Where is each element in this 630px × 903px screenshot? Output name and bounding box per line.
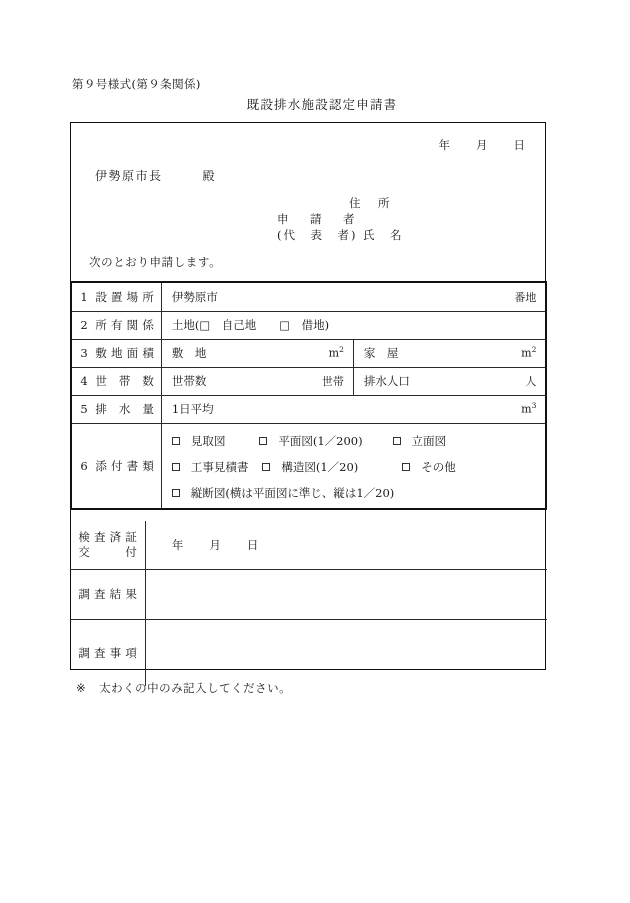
label-char: 交 [78, 544, 90, 559]
form-outer-frame [70, 122, 546, 670]
row-unit: 世帯 [321, 375, 344, 388]
applicant-label: 申 請 者 [277, 212, 360, 226]
label-char: 査 [94, 529, 106, 544]
label-char: 付 [111, 458, 123, 473]
row-label-attachments [72, 423, 161, 508]
label-char: 検 [78, 529, 90, 544]
checkbox-icon[interactable] [402, 463, 410, 471]
row-label-installation-place [72, 283, 161, 311]
checkbox-label: 平面図(1／200) [278, 433, 363, 448]
label-char: 付 [125, 544, 137, 559]
applicant-block [277, 195, 404, 243]
row-value-text: 敷 地 [171, 346, 207, 360]
row-number: 4 [80, 374, 88, 388]
salutation-area [71, 123, 547, 281]
label-char: 項 [125, 645, 137, 660]
checkbox-item-structural-drawing[interactable] [262, 454, 358, 480]
request-sentence: 次のとおり申請します。 [89, 255, 222, 269]
label-char: 調 [78, 645, 90, 660]
row-number: 1 [80, 289, 88, 304]
row-value-text: 土地(□ 自己地 □ 借地) [171, 318, 330, 332]
label-char: 所 [95, 318, 107, 332]
label-char: 証 [125, 529, 137, 544]
row-unit: $m^3$ [521, 400, 537, 416]
checkbox-icon[interactable] [262, 463, 270, 471]
label-char: 置 [111, 289, 123, 304]
checkbox-icon[interactable] [393, 437, 401, 445]
label-char: 結 [109, 587, 122, 601]
note-mark-icon: ※ [76, 681, 87, 695]
row-label-drainage-volume [72, 395, 161, 423]
row-value-survey-result[interactable] [145, 569, 547, 619]
table-row [70, 569, 547, 619]
row-label-ownership [72, 311, 161, 339]
table-row [72, 311, 545, 339]
table-row [72, 367, 545, 395]
form-number: 第９号様式(第９条関係) [72, 77, 201, 91]
row-unit: 人 [525, 375, 537, 388]
row-label-survey-items [70, 619, 145, 686]
attachment-line-3 [172, 480, 536, 506]
row-value-site-area-land[interactable] [161, 339, 353, 367]
applicant-address-label: 住 所 [349, 196, 393, 210]
label-char: 事 [109, 645, 122, 660]
label-char: 類 [142, 458, 154, 473]
label-char: 設 [95, 289, 107, 304]
row-label-household-count [72, 367, 161, 395]
footer-note [76, 680, 291, 696]
label-char: 世 [95, 374, 107, 388]
row-value-household-count[interactable] [161, 367, 353, 395]
row-value-ownership[interactable] [161, 311, 545, 339]
label-char: 排 [95, 402, 107, 416]
table-row [70, 619, 547, 686]
addressee-honorific: 殿 [202, 169, 217, 183]
checkbox-item-sketch-map[interactable] [172, 428, 226, 454]
addressee-name: 伊勢原市長 [95, 169, 163, 183]
row-unit: 番地 [514, 290, 537, 304]
attachments-checkbox-group [161, 423, 545, 508]
label-char: 査 [94, 645, 106, 660]
label-char: 量 [142, 402, 154, 416]
office-use-table [70, 521, 547, 686]
checkbox-item-plan-view[interactable] [259, 428, 362, 454]
row-value-inspection-certificate-date[interactable] [145, 521, 547, 569]
date-year-label: 年 [171, 537, 184, 552]
row-unit: $m^2$ [328, 344, 344, 360]
checkbox-label: 見取図 [190, 433, 226, 448]
checkbox-icon[interactable] [259, 437, 267, 445]
submission-date-line [439, 137, 526, 153]
label-char: 関 [126, 318, 139, 332]
label-char: 有 [111, 318, 123, 332]
label-char: 数 [142, 374, 154, 388]
representative-name-label: (代 表 者) 氏 名 [277, 228, 404, 242]
table-row [72, 423, 545, 508]
checkbox-label: 工事見積書 [190, 459, 249, 474]
bold-frame-section [70, 281, 547, 510]
checkbox-item-other[interactable] [402, 454, 456, 480]
label-char: 調 [78, 587, 90, 601]
row-unit: $m^2$ [521, 344, 537, 360]
checkbox-item-construction-estimate[interactable] [172, 454, 249, 480]
main-items-table [72, 283, 545, 508]
office-use-section [70, 521, 547, 686]
label-char: 面 [126, 346, 139, 360]
row-value-text: 伊勢原市 [171, 289, 218, 304]
label-char: 帯 [118, 374, 131, 388]
date-month-label: 月 [209, 537, 221, 552]
row-number: 2 [80, 318, 88, 332]
label-char: 地 [111, 346, 123, 360]
row-label-site-area [72, 339, 161, 367]
row-number: 6 [80, 458, 88, 473]
row-label-survey-result [70, 569, 145, 619]
label-char: 水 [118, 402, 131, 416]
note-text: 太わくの中のみ記入してください。 [99, 681, 292, 695]
table-row [72, 395, 545, 423]
checkbox-label: 立面図 [411, 433, 447, 448]
row-number: 3 [80, 346, 88, 360]
row-value-installation-place[interactable] [161, 283, 545, 311]
row-number: 5 [80, 402, 88, 416]
attachment-line-2 [172, 454, 536, 480]
row-value-text: 1日平均 [171, 402, 214, 416]
label-char: 済 [109, 529, 122, 544]
row-value-text: 排水人口 [363, 374, 410, 388]
checkbox-item-longitudinal-section[interactable] [172, 480, 394, 506]
label-char: 書 [126, 458, 139, 473]
label-char: 積 [142, 346, 154, 360]
row-value-drainage-population[interactable] [353, 367, 545, 395]
checkbox-label: 構造図(1／20) [281, 459, 359, 474]
checkbox-label: 縦断図(横は平面図に準じ、縦は1／20) [190, 485, 395, 500]
label-char: 添 [95, 458, 107, 473]
label-char: 場 [126, 289, 139, 304]
label-char: 査 [94, 587, 106, 601]
label-char: 係 [142, 318, 154, 332]
date-day-label: 日 [513, 138, 525, 152]
checkbox-icon[interactable] [172, 463, 180, 471]
row-value-text: 家 屋 [363, 346, 399, 360]
checkbox-icon[interactable] [172, 489, 180, 497]
label-char: 所 [142, 289, 154, 304]
row-value-text: 世帯数 [171, 374, 207, 388]
row-label-inspection-certificate [70, 521, 145, 569]
label-char: 敷 [95, 346, 107, 360]
document-title: 既設排水施設認定申請書 [246, 97, 398, 112]
attachment-line-1 [172, 428, 536, 454]
addressee-line [95, 167, 216, 184]
row-value-survey-items[interactable] [145, 619, 547, 686]
label-char: 果 [125, 587, 137, 601]
checkbox-icon[interactable] [172, 437, 180, 445]
table-row [70, 521, 547, 569]
checkbox-label: その他 [421, 459, 456, 474]
table-row [72, 283, 545, 311]
date-year-label: 年 [438, 138, 450, 152]
row-value-drainage-volume[interactable] [161, 395, 545, 423]
date-day-label: 日 [246, 537, 259, 552]
date-month-label: 月 [476, 138, 488, 152]
table-row [72, 339, 545, 367]
row-value-site-area-building[interactable] [353, 339, 545, 367]
checkbox-item-elevation-view[interactable] [393, 428, 447, 454]
